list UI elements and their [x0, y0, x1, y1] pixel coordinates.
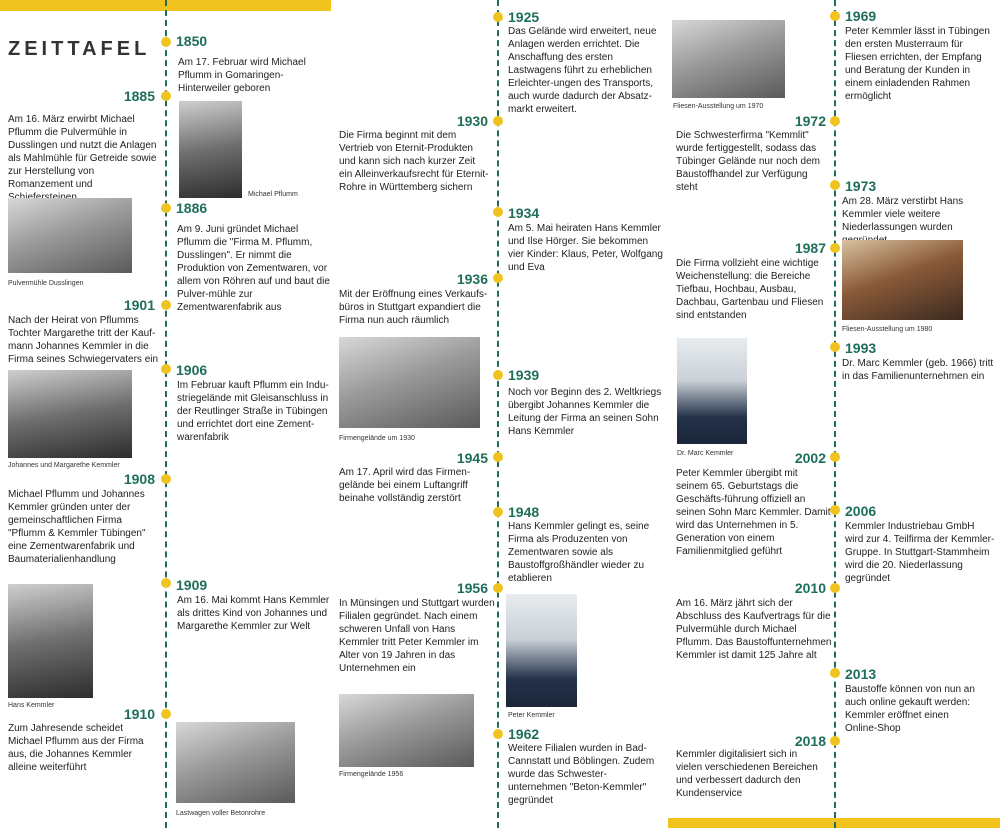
photo-johannes-margarethe — [8, 370, 132, 458]
entry-text: Am 5. Mai heiraten Hans Kemmler und Ilse Hörger. Sie bekommen vier Kinder: Klaus, Peter, Wolfgang und Eva — [508, 223, 663, 273]
timeline-dot — [493, 507, 503, 517]
year-label: 2018 — [794, 733, 826, 749]
year-label: 1936 — [456, 271, 488, 287]
timeline-dot — [830, 11, 840, 21]
timeline-line-1 — [165, 0, 167, 828]
entry-text: Die Schwesterfirma "Kemmlit" wurde fertiggestellt, sodass das Tübinger Gelände nur noch dem Baustoffhandel zur Verfügung steht — [676, 130, 820, 193]
timeline-dot — [493, 273, 503, 283]
photo-firmengelaende-1956 — [339, 694, 474, 767]
year-label: 1908 — [123, 471, 155, 487]
year-label: 1885 — [123, 88, 155, 104]
timeline-dot — [830, 452, 840, 462]
entry-text: In Münsingen und Stuttgart wurden Filialen gegründet. Nach einem schweren Unfall von Hans Kemmler tritt Peter Kemmler im Alter von 19 Jahren in das Unternehmen ein — [339, 598, 495, 674]
entry-text: Am 9. Juni gründet Michael Pflumm die "Firma M. Pflumm, Dusslingen". Er nimmt die Produktion von Zementwaren, vor allem von Röhren auf und baut die Pulver-mühle zur Zementwarenfabrik aus — [177, 224, 330, 313]
year-label: 1956 — [456, 580, 488, 596]
timeline-dot — [493, 116, 503, 126]
photo-pulvermuehle — [8, 198, 132, 273]
year-label: 1969 — [845, 8, 877, 24]
entry-text: Am 17. Februar wird Michael Pflumm in Gomaringen-Hinterweiler geboren — [178, 57, 306, 94]
year-label: 1973 — [845, 178, 877, 194]
timeline-dot — [830, 505, 840, 515]
timeline-dot — [161, 37, 171, 47]
year-label: 1901 — [123, 297, 155, 313]
timeline-dot — [161, 300, 171, 310]
entry-text: Kemmler Industriebau GmbH wird zur 4. Teilfirma der Kemmler-Gruppe. In Stuttgart-Stammheim wird die 20. Niederlassung gegründet — [845, 521, 995, 584]
year-label: 1948 — [508, 504, 540, 520]
entry-text: Das Gelände wird erweitert, neue Anlagen werden errichtet. Die Anschaffung des ersten Lastwagens führt zu erheblichen Erleichter-ungen des Transports, auch wurde dadurch der Absatz-markt erweitert. — [508, 26, 657, 115]
timeline-dot — [830, 583, 840, 593]
photo-caption: Firmengelände um 1930 — [339, 435, 415, 442]
entry-text: Noch vor Beginn des 2. Weltkriegs übergibt Johannes Kemmler die Leitung der Firma an seinen Sohn Hans Kemmler — [508, 387, 662, 437]
timeline-dot — [830, 736, 840, 746]
entry-text: Am 16. März erwirbt Michael Pflumm die Pulvermühle in Dusslingen und nutzt die Anlagen als Mahlmühle für Getreide sowie zur Herstellung von Romanzement und — [8, 114, 157, 190]
entry-text: Kemmler digitalisiert sich in vielen verschiedenen Bereichen und verbessert dadurch den Kundenservice — [676, 749, 818, 799]
year-label: 1909 — [176, 577, 208, 593]
timeline-dot — [161, 474, 171, 484]
year-label: 1934 — [508, 205, 540, 221]
entry-text: Peter Kemmler übergibt mit seinem 65. Geburtstags die Geschäfts-führung offiziell an seinen Sohn Marc Kemmler. Damit wird das Unternehmen in 5. Generation von einem Familienmitglied geführt — [676, 468, 831, 557]
timeline-dot — [830, 243, 840, 253]
entry-text: Hans Kemmler gelingt es, seine Firma als Produzenten von Zementwaren sowie als Baustoffgroßhändler wieder zu etablieren — [508, 521, 650, 584]
entry-text: Die Firma beginnt mit dem Vertrieb von Eternit-Produkten und kann sich nach kurzer Zeit ein Alleinverkaufsrecht für Eternit-Rohre in Württemberg sichern — [339, 130, 489, 193]
photo-caption: Lastwagen voller Betonrohre — [176, 810, 266, 817]
photo-fliesen-1980 — [842, 240, 963, 320]
year-label: 1906 — [176, 362, 208, 378]
photo-peter-kemmler — [506, 594, 577, 707]
timeline-dot — [493, 370, 503, 380]
photo-firmengelaende-1930 — [339, 337, 480, 428]
entry-text: Am 16. Mai kommt Hans Kemmler als drittes Kind von Johannes und Margarethe Kemmler zur Welt — [177, 595, 330, 632]
photo-caption: Hans Kemmler — [8, 702, 55, 709]
entry-text: Am 17. April wird das Firmen-gelände bei einem Luftangriff beinahe vollständig zerstört — [339, 467, 471, 504]
photo-caption: Pulvermühle Dusslingen — [8, 280, 84, 287]
timeline-dot — [161, 578, 171, 588]
timeline-dot — [493, 729, 503, 739]
year-label: 1925 — [508, 9, 540, 25]
entry-text: Zum Jahresende scheidet Michael Pflumm aus der Firma aus, die Johannes Kemmler alleine weiterführt — [8, 723, 144, 773]
timeline-dot — [830, 342, 840, 352]
photo-caption: Fliesen-Ausstellung um 1980 — [842, 326, 933, 333]
year-label: 1987 — [794, 240, 826, 256]
year-label: 1962 — [508, 726, 540, 742]
entry-text: Dr. Marc Kemmler (geb. 1966) tritt in das Familienunternehmen ein — [842, 358, 994, 382]
year-label: 2002 — [794, 450, 826, 466]
year-label: 1945 — [456, 450, 488, 466]
page-title: ZEITTAFEL — [8, 38, 151, 60]
year-label: 2006 — [845, 503, 877, 519]
entry-text: Im Februar kauft Pflumm ein Indu-striegelände mit Gleisanschluss in der Reutlinger Straße in Tübingen und errichtet dort eine Zement-warenfabrik — [177, 380, 329, 443]
timeline-dot — [161, 364, 171, 374]
photo-fliesen-1970 — [672, 20, 785, 98]
entry-text: Die Firma vollzieht eine wichtige Weichenstellung: die Bereiche Tiefbau, Hochbau, Ausbau, Dachbau, Gartenbau und Fliesen sind entstanden — [676, 258, 824, 321]
photo-marc-kemmler — [677, 338, 747, 444]
photo-caption: Michael Pflumm — [248, 191, 298, 198]
photo-caption: Dr. Marc Kemmler — [677, 450, 734, 457]
photo-caption: Peter Kemmler — [508, 712, 555, 719]
timeline-dot — [161, 203, 171, 213]
entry-text: Mit der Eröffnung eines Verkaufs-büros in Stuttgart expandiert die Firma nun auch räumlich — [339, 289, 488, 326]
entry-text: Nach der Heirat von Pflumms Tochter Margarethe tritt der Kauf-mann Johannes Kemmler in die Firma seines Schwiegervaters ein — [8, 315, 159, 365]
year-label: 2013 — [845, 666, 877, 682]
year-label: 1939 — [508, 367, 540, 383]
year-label: 1886 — [176, 200, 208, 216]
timeline-dot — [830, 668, 840, 678]
year-label: 1910 — [123, 706, 155, 722]
entry-text: Am 28. März verstirbt Hans Kemmler viele weitere Niederlassungen wurden — [842, 196, 964, 233]
timeline-dot — [161, 91, 171, 101]
timeline-dot — [493, 207, 503, 217]
photo-lastwagen — [176, 722, 295, 803]
timeline-dot — [161, 709, 171, 719]
year-label: 1930 — [456, 113, 488, 129]
photo-caption: Fliesen-Ausstellung um 1970 — [673, 103, 764, 110]
year-label: 1850 — [176, 33, 208, 49]
year-label: 2010 — [794, 580, 826, 596]
timeline-dot — [830, 116, 840, 126]
timeline-dot — [493, 452, 503, 462]
entry-text: Peter Kemmler lässt in Tübingen den ersten Musterraum für Fliesen errichten, der Empfang und Beratung der Kunden in einem einladenden Rahmen ermöglicht — [845, 26, 990, 102]
timeline-dot — [493, 583, 503, 593]
photo-caption: Johannes und Margarethe Kemmler — [8, 462, 120, 469]
entry-text: Am 16. März jährt sich der Abschluss des Kaufvertrags für die Pulvermühle durch Michael Pflumm. Das Baustoffunternehmen Kemmler ist damit 125 Jahre alt — [676, 598, 832, 661]
photo-hans-kemmler — [8, 584, 93, 698]
timeline-dot — [493, 12, 503, 22]
year-label: 1993 — [845, 340, 877, 356]
year-label: 1972 — [794, 113, 826, 129]
photo-caption: Firmengelände 1956 — [339, 771, 404, 778]
entry-text: Michael Pflumm und Johannes Kemmler gründen unter der gemeinschaftlichen Firma "Pflumm & Kemmler Tübingen" eine Zementwarenfabrik und Baumaterialienhandlung — [8, 489, 146, 565]
photo-michael-pflumm — [179, 101, 242, 198]
entry-text: Weitere Filialen wurden in Bad-Cannstatt und Böblingen. Zudem wurde das Schwester-unternehmen "Beton-Kemmler" gegründet — [508, 743, 655, 806]
entry-text: Baustoffe können von nun an auch online gekauft werden: Kemmler eröffnet einen Online-Shop — [845, 684, 975, 734]
